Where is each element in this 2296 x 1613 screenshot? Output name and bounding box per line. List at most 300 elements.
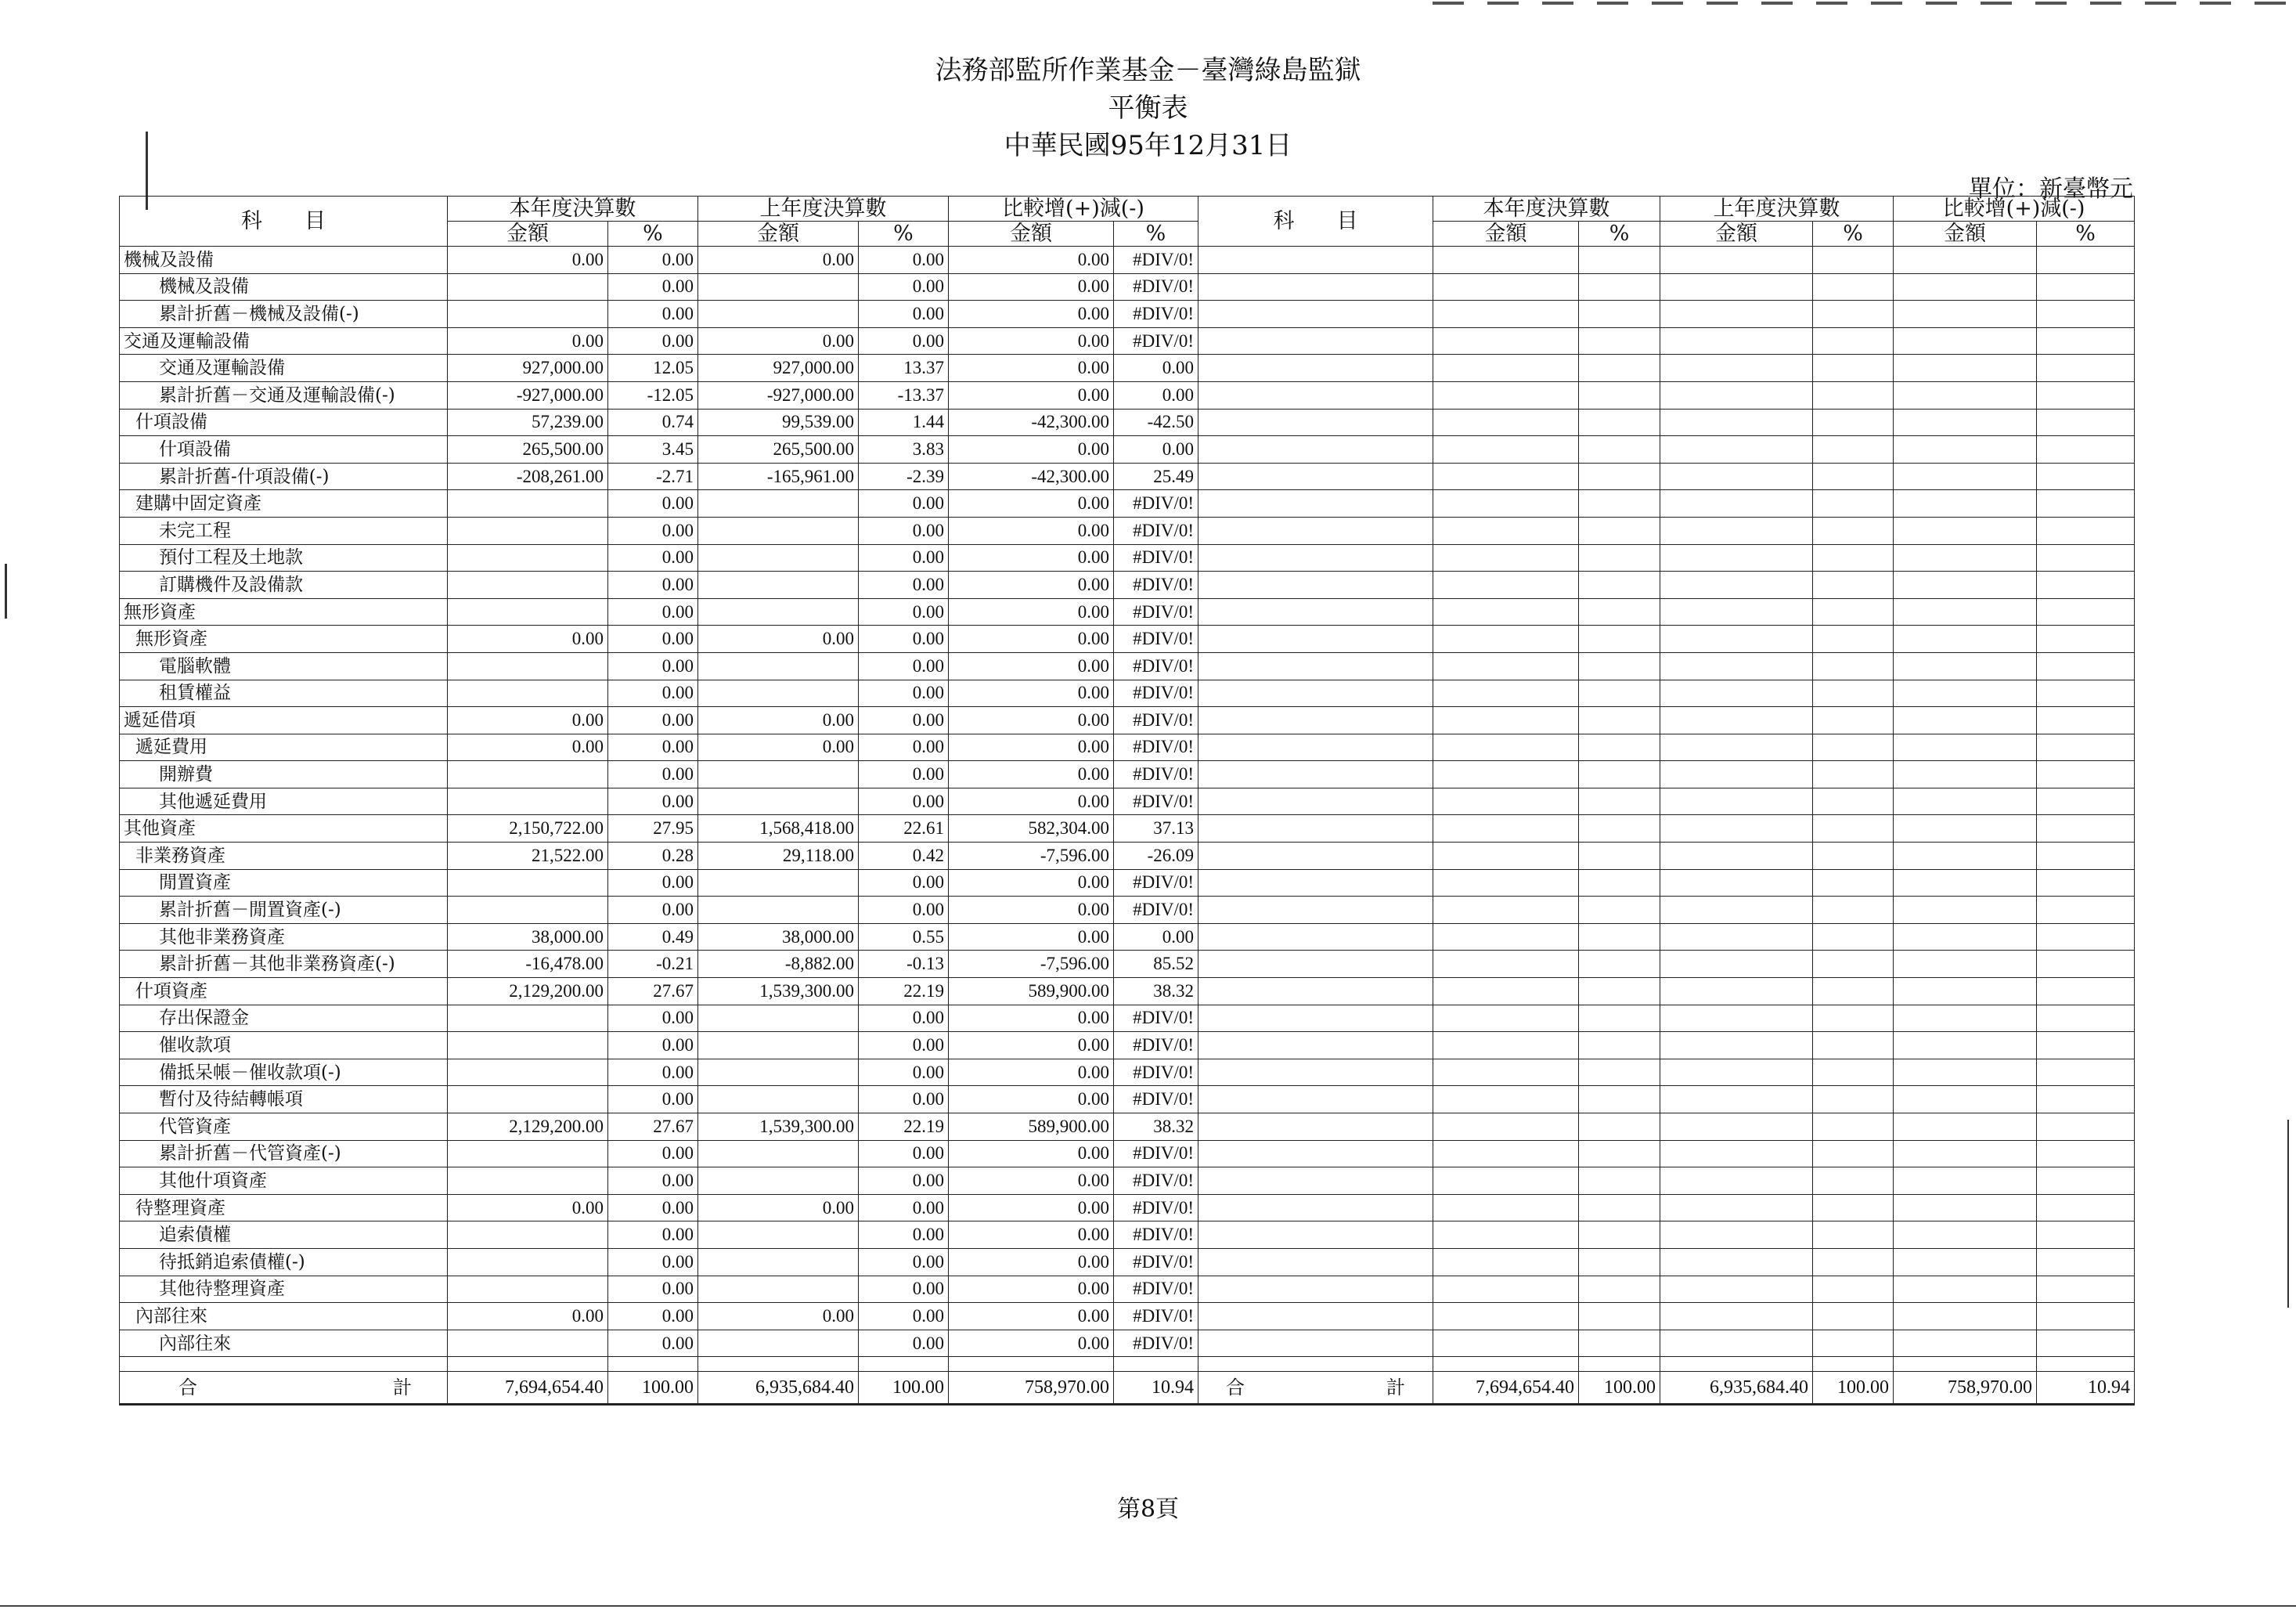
current-percent: 0.00 — [608, 1167, 698, 1195]
account-name: 什項資產 — [120, 978, 448, 1005]
empty-cell-right — [1198, 355, 1433, 382]
empty-cell-right — [1433, 355, 1579, 382]
empty-cell-right — [2037, 1140, 2135, 1167]
account-name: 建購中固定資產 — [120, 490, 448, 518]
table-row — [120, 707, 2135, 734]
diff-percent: #DIV/0! — [1114, 652, 1198, 680]
previous-amount — [698, 652, 859, 680]
previous-percent: 0.00 — [859, 1140, 949, 1167]
empty-cell-right — [1660, 436, 1813, 464]
previous-amount — [698, 897, 859, 924]
empty-cell-right — [1433, 707, 1579, 734]
table-row — [120, 869, 2135, 897]
empty-cell-right — [1813, 1032, 1894, 1059]
account-name: 累計折舊－交通及運輸設備(-) — [120, 381, 448, 409]
empty-cell-right — [1660, 978, 1813, 1005]
previous-amount — [698, 869, 859, 897]
empty-cell-right — [1894, 544, 2037, 572]
current-amount: 927,000.00 — [448, 355, 608, 382]
empty-cell-right — [1433, 273, 1579, 301]
table-row — [120, 572, 2135, 599]
empty-cell-right — [1660, 1086, 1813, 1113]
empty-cell-right — [1579, 978, 1660, 1005]
empty-cell-right — [1579, 1330, 1660, 1357]
account-name: 累計折舊－其他非業務資產(-) — [120, 951, 448, 978]
empty-cell-right — [2037, 436, 2135, 464]
previous-percent: 0.42 — [859, 843, 949, 870]
empty-cell-right — [1894, 951, 2037, 978]
empty-cell-right — [1579, 1032, 1660, 1059]
table-row — [120, 1140, 2135, 1167]
empty-cell-right — [1813, 1086, 1894, 1113]
empty-cell-right — [1198, 978, 1433, 1005]
diff-percent: #DIV/0! — [1114, 734, 1198, 761]
empty-cell-right — [1198, 869, 1433, 897]
empty-cell-right — [2037, 1086, 2135, 1113]
current-percent: 0.00 — [608, 572, 698, 599]
empty-cell-right — [1198, 734, 1433, 761]
header-amount: 金額 — [949, 222, 1114, 247]
diff-amount: 0.00 — [949, 626, 1114, 653]
empty-cell-right — [2037, 788, 2135, 815]
empty-cell-right — [2037, 1032, 2135, 1059]
current-amount — [448, 869, 608, 897]
empty-cell-right — [1813, 247, 1894, 274]
current-percent: 0.00 — [608, 1032, 698, 1059]
empty-cell-right — [1894, 923, 2037, 951]
empty-cell-right — [1198, 409, 1433, 436]
previous-amount: 38,000.00 — [698, 923, 859, 951]
previous-amount — [698, 301, 859, 328]
total-current-amount: 7,694,654.40 — [448, 1372, 608, 1405]
diff-amount: 0.00 — [949, 247, 1114, 274]
current-percent: 0.00 — [608, 1330, 698, 1357]
empty-cell-right — [1660, 1113, 1813, 1141]
empty-cell-right — [1579, 1221, 1660, 1249]
account-name: 預付工程及土地款 — [120, 544, 448, 572]
diff-amount: -42,300.00 — [949, 409, 1114, 436]
empty-cell-right — [2037, 1059, 2135, 1086]
previous-percent: 0.00 — [859, 1303, 949, 1330]
empty-cell-right — [1813, 1194, 1894, 1221]
empty-cell-right — [1813, 301, 1894, 328]
table-row — [120, 1330, 2135, 1357]
empty-cell-right — [1894, 1005, 2037, 1032]
table-row — [120, 626, 2135, 653]
account-name: 待整理資產 — [120, 1194, 448, 1221]
previous-percent: -13.37 — [859, 381, 949, 409]
diff-amount: 0.00 — [949, 273, 1114, 301]
empty-cell-right — [1894, 815, 2037, 843]
empty-cell-right — [1660, 301, 1813, 328]
account-name: 其他待整理資產 — [120, 1276, 448, 1303]
empty-cell-right — [1894, 869, 2037, 897]
current-amount — [448, 598, 608, 626]
diff-percent: #DIV/0! — [1114, 490, 1198, 518]
empty-cell-right — [1198, 652, 1433, 680]
account-name: 累計折舊－機械及設備(-) — [120, 301, 448, 328]
empty-cell-right — [1660, 517, 1813, 544]
header-amount: 金額 — [1433, 222, 1579, 247]
empty-cell-right — [1579, 1248, 1660, 1276]
current-percent: 0.28 — [608, 843, 698, 870]
total-diff-percent-right: 10.94 — [2037, 1372, 2135, 1405]
diff-amount: 0.00 — [949, 436, 1114, 464]
diff-percent: #DIV/0! — [1114, 1140, 1198, 1167]
account-name: 追索債權 — [120, 1221, 448, 1249]
previous-amount — [698, 1221, 859, 1249]
scan-mark-left-2 — [5, 564, 7, 619]
table-row — [120, 1276, 2135, 1303]
empty-cell-right — [1660, 572, 1813, 599]
empty-cell-right — [1433, 652, 1579, 680]
table-row — [120, 544, 2135, 572]
empty-cell-right — [1660, 707, 1813, 734]
empty-cell-right — [2037, 978, 2135, 1005]
previous-percent: 0.00 — [859, 572, 949, 599]
empty-cell-right — [1813, 1330, 1894, 1357]
empty-cell-right — [1660, 788, 1813, 815]
account-name: 什項設備 — [120, 409, 448, 436]
empty-cell-right — [1660, 273, 1813, 301]
current-percent: 0.00 — [608, 680, 698, 707]
account-name: 其他遞延費用 — [120, 788, 448, 815]
empty-cell-right — [1198, 1276, 1433, 1303]
empty-cell-right — [1433, 463, 1579, 490]
header-percent: % — [608, 222, 698, 247]
empty-cell-right — [1198, 1194, 1433, 1221]
empty-cell-right — [1198, 1303, 1433, 1330]
document-title: 法務部監所作業基金－臺灣綠島監獄 — [935, 55, 1361, 86]
header-percent: % — [1579, 222, 1660, 247]
current-amount: 0.00 — [448, 1303, 608, 1330]
diff-amount: 0.00 — [949, 490, 1114, 518]
empty-cell-right — [1579, 409, 1660, 436]
empty-cell-right — [1813, 463, 1894, 490]
diff-amount: 0.00 — [949, 707, 1114, 734]
diff-amount: 0.00 — [949, 1276, 1114, 1303]
empty-cell-right — [1198, 1167, 1433, 1195]
previous-percent: 0.00 — [859, 788, 949, 815]
empty-cell-right — [1813, 517, 1894, 544]
account-name: 租賃權益 — [120, 680, 448, 707]
header-subject-left: 科 目 — [120, 197, 448, 247]
empty-cell-right — [2037, 1113, 2135, 1141]
diff-amount: 0.00 — [949, 1005, 1114, 1032]
empty-cell-right — [2037, 1194, 2135, 1221]
current-amount: 21,522.00 — [448, 843, 608, 870]
empty-cell-right — [1894, 409, 2037, 436]
previous-amount: 29,118.00 — [698, 843, 859, 870]
empty-cell-right — [1894, 1194, 2037, 1221]
diff-percent: #DIV/0! — [1114, 761, 1198, 788]
diff-percent: #DIV/0! — [1114, 1194, 1198, 1221]
diff-amount: 0.00 — [949, 788, 1114, 815]
previous-amount: 0.00 — [698, 327, 859, 355]
empty-cell-right — [1579, 1086, 1660, 1113]
scan-dash-top — [1433, 2, 2294, 5]
current-amount — [448, 1330, 608, 1357]
previous-amount: 1,539,300.00 — [698, 978, 859, 1005]
empty-cell-right — [1894, 1276, 2037, 1303]
empty-cell-right — [2037, 626, 2135, 653]
diff-percent: #DIV/0! — [1114, 301, 1198, 328]
current-percent: 0.00 — [608, 273, 698, 301]
current-percent: 0.49 — [608, 923, 698, 951]
account-name: 累計折舊－代管資產(-) — [120, 1140, 448, 1167]
current-amount — [448, 1032, 608, 1059]
header-amount: 金額 — [1894, 222, 2037, 247]
table-row — [120, 843, 2135, 870]
current-amount — [448, 1276, 608, 1303]
empty-cell-right — [1579, 788, 1660, 815]
empty-cell-right — [1198, 680, 1433, 707]
current-percent: 0.00 — [608, 598, 698, 626]
table-row — [120, 247, 2135, 274]
document-subtitle: 平衡表 — [1108, 92, 1188, 124]
previous-amount: 0.00 — [698, 247, 859, 274]
empty-cell-right — [2037, 572, 2135, 599]
diff-amount: 0.00 — [949, 869, 1114, 897]
current-percent: 12.05 — [608, 355, 698, 382]
current-amount — [448, 1059, 608, 1086]
previous-percent: 0.00 — [859, 1248, 949, 1276]
account-name: 備抵呆帳－催收款項(-) — [120, 1059, 448, 1086]
current-percent: 0.00 — [608, 652, 698, 680]
table-row — [120, 734, 2135, 761]
diff-percent: 38.32 — [1114, 978, 1198, 1005]
current-amount: 2,150,722.00 — [448, 815, 608, 843]
header-previous-year-right: 上年度決算數 — [1660, 197, 1894, 222]
current-percent: 0.00 — [608, 1005, 698, 1032]
empty-cell-right — [1198, 490, 1433, 518]
empty-cell-right — [1433, 1194, 1579, 1221]
empty-cell-right — [1894, 978, 2037, 1005]
empty-cell-right — [1433, 1059, 1579, 1086]
empty-cell-right — [1579, 1059, 1660, 1086]
table-row — [120, 381, 2135, 409]
empty-cell-right — [1813, 273, 1894, 301]
empty-cell-right — [1894, 572, 2037, 599]
empty-cell-right — [1894, 1167, 2037, 1195]
diff-amount: 0.00 — [949, 355, 1114, 382]
empty-cell-right — [1198, 1086, 1433, 1113]
empty-cell-right — [1198, 761, 1433, 788]
empty-cell-right — [1660, 463, 1813, 490]
previous-amount — [698, 1330, 859, 1357]
current-percent: 0.00 — [608, 1086, 698, 1113]
account-name: 交通及運輸設備 — [120, 327, 448, 355]
empty-cell-right — [1813, 680, 1894, 707]
previous-percent: 0.00 — [859, 652, 949, 680]
table-row — [120, 1086, 2135, 1113]
table-row — [120, 1248, 2135, 1276]
diff-amount: 0.00 — [949, 598, 1114, 626]
previous-percent: 0.00 — [859, 734, 949, 761]
current-percent: -12.05 — [608, 381, 698, 409]
empty-cell-right — [1433, 761, 1579, 788]
account-name: 代管資產 — [120, 1113, 448, 1141]
empty-cell-right — [1579, 734, 1660, 761]
empty-cell-right — [1813, 897, 1894, 924]
empty-cell-right — [1579, 843, 1660, 870]
table-row — [120, 598, 2135, 626]
current-amount — [448, 1221, 608, 1249]
current-amount: 0.00 — [448, 734, 608, 761]
empty-cell-right — [1894, 1248, 2037, 1276]
empty-cell-right — [1433, 409, 1579, 436]
current-amount: 0.00 — [448, 327, 608, 355]
diff-amount: 0.00 — [949, 680, 1114, 707]
empty-cell-right — [1894, 301, 2037, 328]
total-diff-percent: 10.94 — [1114, 1372, 1198, 1405]
diff-percent: 0.00 — [1114, 436, 1198, 464]
table-row — [120, 490, 2135, 518]
empty-cell-right — [1433, 815, 1579, 843]
current-percent: 0.00 — [608, 897, 698, 924]
empty-cell-right — [1579, 544, 1660, 572]
diff-amount: -7,596.00 — [949, 843, 1114, 870]
diff-percent: -26.09 — [1114, 843, 1198, 870]
previous-amount: 1,539,300.00 — [698, 1113, 859, 1141]
header-comparison-left: 比較增(+)減(-) — [949, 197, 1198, 222]
table-row — [120, 1167, 2135, 1195]
current-percent: 0.74 — [608, 409, 698, 436]
empty-cell-right — [1660, 1330, 1813, 1357]
total-current-amount-right: 7,694,654.40 — [1433, 1372, 1579, 1405]
header-subject-right: 科 目 — [1198, 197, 1433, 247]
empty-cell-right — [1894, 626, 2037, 653]
account-name: 電腦軟體 — [120, 652, 448, 680]
previous-amount: -927,000.00 — [698, 381, 859, 409]
empty-cell-right — [1813, 572, 1894, 599]
empty-cell-right — [1579, 761, 1660, 788]
empty-cell-right — [1198, 273, 1433, 301]
empty-cell-right — [1813, 1221, 1894, 1249]
current-percent: 0.00 — [608, 761, 698, 788]
empty-cell-right — [2037, 1167, 2135, 1195]
empty-cell-right — [2037, 1303, 2135, 1330]
current-amount: 0.00 — [448, 707, 608, 734]
empty-cell-right — [1813, 978, 1894, 1005]
current-percent: -2.71 — [608, 463, 698, 490]
empty-cell-right — [1579, 301, 1660, 328]
empty-cell-right — [1433, 327, 1579, 355]
empty-cell-right — [1433, 1248, 1579, 1276]
diff-percent: #DIV/0! — [1114, 707, 1198, 734]
diff-percent: 38.32 — [1114, 1113, 1198, 1141]
empty-cell-right — [1894, 734, 2037, 761]
empty-cell-right — [2037, 247, 2135, 274]
empty-cell-right — [1198, 1113, 1433, 1141]
empty-cell-right — [1813, 327, 1894, 355]
empty-cell-right — [1198, 1059, 1433, 1086]
total-previous-percent-right: 100.00 — [1813, 1372, 1894, 1405]
diff-amount: 0.00 — [949, 1330, 1114, 1357]
current-amount — [448, 761, 608, 788]
empty-cell-right — [2037, 734, 2135, 761]
empty-cell-right — [1813, 1276, 1894, 1303]
empty-cell-right — [1813, 381, 1894, 409]
empty-cell-right — [1433, 1167, 1579, 1195]
account-name: 非業務資產 — [120, 843, 448, 870]
empty-cell-right — [1660, 680, 1813, 707]
empty-cell-right — [1433, 897, 1579, 924]
diff-amount: 0.00 — [949, 301, 1114, 328]
empty-cell-right — [1813, 544, 1894, 572]
total-current-percent: 100.00 — [608, 1372, 698, 1405]
account-name: 閒置資產 — [120, 869, 448, 897]
account-name: 機械及設備 — [120, 247, 448, 274]
diff-amount: 0.00 — [949, 652, 1114, 680]
previous-percent: 0.00 — [859, 897, 949, 924]
diff-amount: 0.00 — [949, 1059, 1114, 1086]
current-amount — [448, 273, 608, 301]
previous-amount: 99,539.00 — [698, 409, 859, 436]
empty-cell-right — [1660, 490, 1813, 518]
account-name: 累計折舊－閒置資產(-) — [120, 897, 448, 924]
table-row — [120, 436, 2135, 464]
previous-percent: 0.00 — [859, 1005, 949, 1032]
previous-percent: 0.00 — [859, 1059, 949, 1086]
previous-percent: 1.44 — [859, 409, 949, 436]
empty-cell-right — [1579, 490, 1660, 518]
empty-cell-right — [1894, 652, 2037, 680]
diff-percent: #DIV/0! — [1114, 1032, 1198, 1059]
empty-cell-right — [2037, 355, 2135, 382]
empty-cell-right — [1579, 517, 1660, 544]
current-percent: 0.00 — [608, 788, 698, 815]
total-previous-percent: 100.00 — [859, 1372, 949, 1405]
table-row — [120, 273, 2135, 301]
previous-percent: 0.00 — [859, 626, 949, 653]
empty-cell-right — [1198, 1032, 1433, 1059]
account-name: 其他資產 — [120, 815, 448, 843]
previous-amount: 0.00 — [698, 1303, 859, 1330]
scan-line-bottom — [0, 1605, 2296, 1607]
account-name: 未完工程 — [120, 517, 448, 544]
empty-cell-right — [1433, 381, 1579, 409]
empty-cell-right — [2037, 463, 2135, 490]
table-row — [120, 1303, 2135, 1330]
empty-cell-right — [1894, 788, 2037, 815]
empty-cell-right — [1894, 247, 2037, 274]
account-name: 內部往來 — [120, 1303, 448, 1330]
previous-amount — [698, 680, 859, 707]
header-amount: 金額 — [1660, 222, 1813, 247]
empty-cell-right — [2037, 381, 2135, 409]
table-body — [120, 247, 2135, 1357]
empty-cell-right — [2037, 598, 2135, 626]
empty-cell-right — [1433, 572, 1579, 599]
empty-cell-right — [1813, 951, 1894, 978]
diff-percent: #DIV/0! — [1114, 1086, 1198, 1113]
previous-amount: 1,568,418.00 — [698, 815, 859, 843]
empty-cell-right — [1894, 1032, 2037, 1059]
empty-cell-right — [1198, 897, 1433, 924]
empty-cell-right — [1894, 1059, 2037, 1086]
empty-cell-right — [2037, 1276, 2135, 1303]
empty-cell-right — [1660, 843, 1813, 870]
empty-cell-right — [1660, 897, 1813, 924]
diff-amount: 0.00 — [949, 1221, 1114, 1249]
empty-cell-right — [1433, 923, 1579, 951]
diff-percent: 0.00 — [1114, 355, 1198, 382]
table-row — [120, 409, 2135, 436]
diff-percent: 0.00 — [1114, 923, 1198, 951]
empty-cell-right — [1894, 843, 2037, 870]
total-previous-amount: 6,935,684.40 — [698, 1372, 859, 1405]
